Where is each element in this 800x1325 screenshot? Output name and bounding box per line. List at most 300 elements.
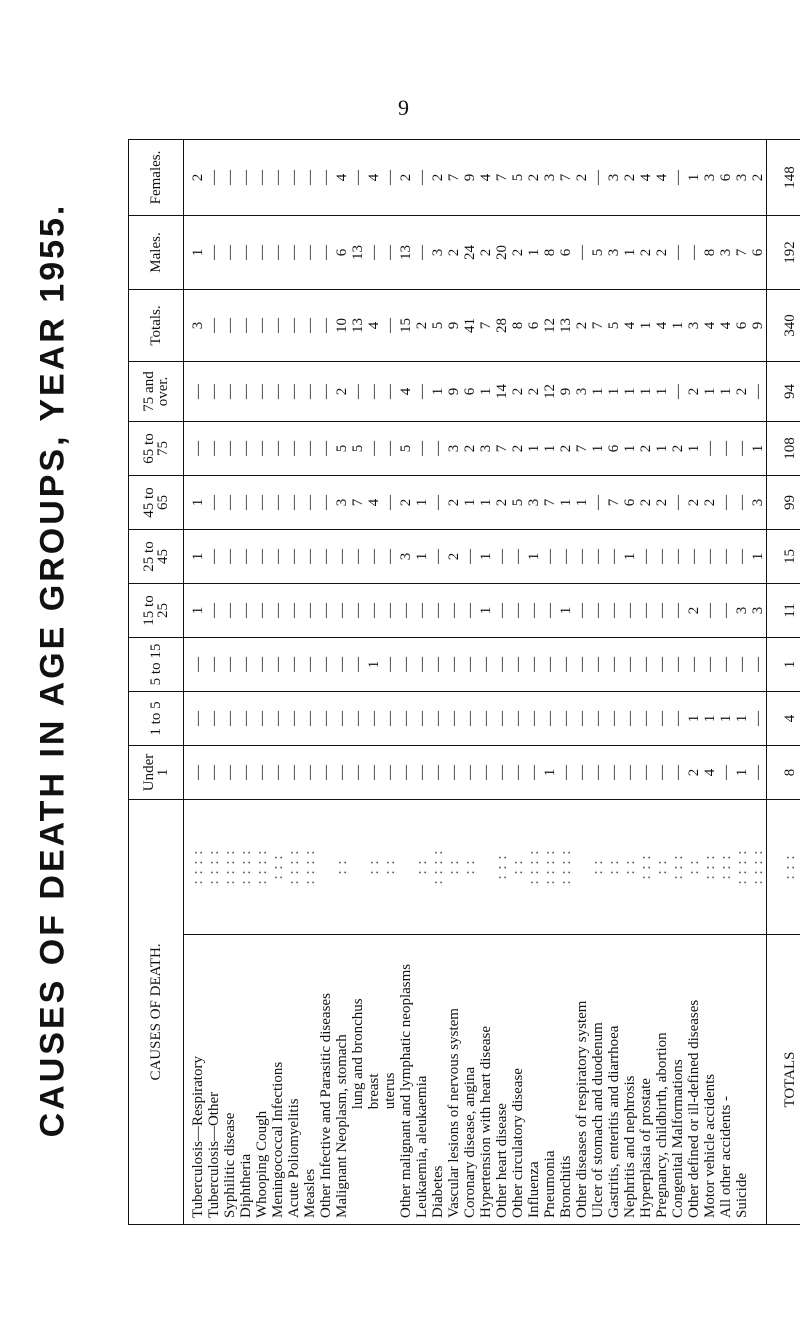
cell-25-to-45: — xyxy=(382,529,398,583)
cell-cause: Coronary disease, angina xyxy=(462,935,478,1225)
cell-cause: lung and bronchus xyxy=(350,935,366,1225)
cell-dots xyxy=(478,799,494,934)
cell-males: — xyxy=(382,215,398,289)
cell-totals: 13 xyxy=(350,289,366,361)
cell-15-to-25: — xyxy=(446,583,462,637)
cell-45-to-65: — xyxy=(302,475,318,529)
cell-25-to-45: — xyxy=(302,529,318,583)
header-75-and-over: 75 and over. xyxy=(129,361,184,421)
cell-males: 6 xyxy=(558,215,574,289)
cell-1-to-5: — xyxy=(526,691,542,745)
cell-25-to-45: 1 xyxy=(478,529,494,583)
cell-5-to-15: — xyxy=(430,637,446,691)
cell-25-to-45: — xyxy=(462,529,478,583)
cell-cause: Bronchitis xyxy=(558,935,574,1225)
totals-males: 192 xyxy=(767,215,800,289)
cell-75-and-over: 2 xyxy=(526,361,542,421)
cell-1-to-5: — xyxy=(318,691,334,745)
cell-45-to-65: — xyxy=(238,475,254,529)
cell-75-and-over: — xyxy=(222,361,238,421)
cell-25-to-45: — xyxy=(494,529,510,583)
cell-totals: 4 xyxy=(702,289,718,361)
cell-15-to-25: 3 xyxy=(750,583,767,637)
header-45-to-65: 45 to 65 xyxy=(129,475,184,529)
table-row xyxy=(286,139,302,1224)
table-row xyxy=(302,139,318,1224)
cell-under-1: — xyxy=(184,745,207,799)
cell-75-and-over: 1 xyxy=(702,361,718,421)
cell-males: — xyxy=(270,215,286,289)
cell-45-to-65: 1 xyxy=(478,475,494,529)
cell-under-1: — xyxy=(510,745,526,799)
table-row xyxy=(686,139,702,1224)
cell-75-and-over: — xyxy=(254,361,270,421)
cell-under-1: — xyxy=(526,745,542,799)
cell-males: 20 xyxy=(494,215,510,289)
cell-75-and-over: — xyxy=(184,361,207,421)
table-row xyxy=(366,139,382,1224)
cell-totals: — xyxy=(222,289,238,361)
cell-75-and-over: 1 xyxy=(590,361,606,421)
cell-25-to-45: — xyxy=(670,529,686,583)
cell-under-1: — xyxy=(654,745,670,799)
cell-25-to-45: — xyxy=(510,529,526,583)
cell-15-to-25: — xyxy=(510,583,526,637)
cell-cause: Other defined or ill-defined diseases xyxy=(686,935,702,1225)
cell-45-to-65: 7 xyxy=(542,475,558,529)
cell-65-to-75: — xyxy=(222,421,238,475)
cell-totals: 4 xyxy=(622,289,638,361)
cell-15-to-25: — xyxy=(590,583,606,637)
page-title xyxy=(18,130,88,1210)
cell-males: 2 xyxy=(446,215,462,289)
cell-1-to-5: — xyxy=(622,691,638,745)
cell-males: — xyxy=(302,215,318,289)
cell-under-1: — xyxy=(302,745,318,799)
cell-dots: : : : : xyxy=(558,799,574,934)
cell-5-to-15: — xyxy=(670,637,686,691)
table-row xyxy=(622,139,638,1224)
cell-5-to-15: — xyxy=(750,637,767,691)
cell-1-to-5: — xyxy=(206,691,222,745)
cell-45-to-65: 4 xyxy=(366,475,382,529)
cell-under-1: — xyxy=(334,745,350,799)
cell-females: 2 xyxy=(184,139,207,215)
cell-25-to-45: 1 xyxy=(414,529,430,583)
cell-15-to-25: 1 xyxy=(184,583,207,637)
cell-dots: : : : : xyxy=(238,799,254,934)
cell-cause: Other malignant and lymphatic neoplasms xyxy=(398,935,414,1225)
cell-15-to-25: 1 xyxy=(558,583,574,637)
cell-females: — xyxy=(286,139,302,215)
cell-75-and-over: — xyxy=(670,361,686,421)
cell-25-to-45: — xyxy=(638,529,654,583)
cell-males: — xyxy=(206,215,222,289)
cell-cause: Pregnancy, childbirth, abortion xyxy=(654,935,670,1225)
cell-25-to-45: — xyxy=(574,529,590,583)
cell-45-to-65: — xyxy=(734,475,750,529)
cell-males: 2 xyxy=(478,215,494,289)
cell-45-to-65: — xyxy=(590,475,606,529)
cell-25-to-45: — xyxy=(222,529,238,583)
cell-cause: Hypertension with heart disease xyxy=(478,935,494,1225)
cell-females: — xyxy=(270,139,286,215)
cell-75-and-over: 14 xyxy=(494,361,510,421)
cell-dots xyxy=(398,799,414,934)
table-row xyxy=(334,139,350,1224)
cell-25-to-45: — xyxy=(334,529,350,583)
header-1-to-5: 1 to 5 xyxy=(129,691,184,745)
cell-males: — xyxy=(574,215,590,289)
cell-dots: : : xyxy=(510,799,526,934)
table-row xyxy=(750,139,767,1224)
cell-5-to-15: — xyxy=(702,637,718,691)
cell-under-1: — xyxy=(446,745,462,799)
cell-totals: — xyxy=(238,289,254,361)
cell-45-to-65: — xyxy=(254,475,270,529)
cell-75-and-over: 1 xyxy=(478,361,494,421)
header-under-1: Under 1 xyxy=(129,745,184,799)
cell-65-to-75: — xyxy=(286,421,302,475)
totals-row xyxy=(767,139,800,1224)
cell-25-to-45: — xyxy=(206,529,222,583)
header-5-to-15: 5 to 15 xyxy=(129,637,184,691)
cell-1-to-5: — xyxy=(590,691,606,745)
cell-dots: : : xyxy=(446,799,462,934)
cell-15-to-25: — xyxy=(398,583,414,637)
cell-25-to-45: 1 xyxy=(526,529,542,583)
cell-females: — xyxy=(238,139,254,215)
cell-1-to-5: — xyxy=(494,691,510,745)
cell-females: 2 xyxy=(398,139,414,215)
cell-1-to-5: — xyxy=(398,691,414,745)
table-row xyxy=(318,139,334,1224)
cell-females: 5 xyxy=(510,139,526,215)
cell-males: 1 xyxy=(184,215,207,289)
cell-1-to-5: — xyxy=(462,691,478,745)
cell-males: 13 xyxy=(398,215,414,289)
cell-dots: : : : : xyxy=(430,799,446,934)
cell-1-to-5: — xyxy=(574,691,590,745)
cell-1-to-5: — xyxy=(350,691,366,745)
cell-15-to-25: — xyxy=(430,583,446,637)
cell-totals: 2 xyxy=(574,289,590,361)
cell-65-to-75: — xyxy=(184,421,207,475)
cell-dots: : : : : xyxy=(206,799,222,934)
cell-dots: : : : : xyxy=(542,799,558,934)
cell-1-to-5: 1 xyxy=(718,691,734,745)
cell-females: 7 xyxy=(494,139,510,215)
cell-totals: 4 xyxy=(654,289,670,361)
cell-5-to-15: — xyxy=(350,637,366,691)
cell-5-to-15: — xyxy=(318,637,334,691)
cell-cause: Nephritis and nephrosis xyxy=(622,935,638,1225)
cell-under-1: — xyxy=(366,745,382,799)
cell-under-1: 1 xyxy=(542,745,558,799)
cell-45-to-65: 7 xyxy=(606,475,622,529)
table-row xyxy=(734,139,750,1224)
cell-totals: 9 xyxy=(750,289,767,361)
cell-45-to-65: — xyxy=(286,475,302,529)
cell-15-to-25: — xyxy=(718,583,734,637)
cell-25-to-45: — xyxy=(702,529,718,583)
cell-1-to-5: — xyxy=(254,691,270,745)
cell-5-to-15: — xyxy=(238,637,254,691)
page-title-text: CAUSES OF DEATH IN AGE GROUPS, YEAR 1955. xyxy=(33,202,72,1138)
cell-under-1: — xyxy=(206,745,222,799)
cell-65-to-75: 1 xyxy=(654,421,670,475)
cell-cause: Other heart disease xyxy=(494,935,510,1225)
cell-45-to-65: 2 xyxy=(398,475,414,529)
cell-1-to-5: — xyxy=(638,691,654,745)
cell-totals: — xyxy=(382,289,398,361)
cell-dots: : : xyxy=(382,799,398,934)
cell-65-to-75: 2 xyxy=(638,421,654,475)
table-row xyxy=(558,139,574,1224)
cell-1-to-5: — xyxy=(414,691,430,745)
cell-females: 2 xyxy=(574,139,590,215)
cell-75-and-over: 9 xyxy=(446,361,462,421)
cell-under-1: — xyxy=(318,745,334,799)
totals-dots: : : : xyxy=(767,799,800,934)
cell-1-to-5: — xyxy=(270,691,286,745)
cell-45-to-65: 3 xyxy=(750,475,767,529)
totals-5-to-15: 1 xyxy=(767,637,800,691)
cell-1-to-5: — xyxy=(286,691,302,745)
cell-females: 6 xyxy=(718,139,734,215)
cell-cause: Pneumonia xyxy=(542,935,558,1225)
cell-5-to-15: — xyxy=(398,637,414,691)
cell-1-to-5: — xyxy=(302,691,318,745)
cell-5-to-15: — xyxy=(574,637,590,691)
cell-females: — xyxy=(414,139,430,215)
cell-cause: Congenital Malformations xyxy=(670,935,686,1225)
totals-females: 148 xyxy=(767,139,800,215)
cell-cause: Other circulatory disease xyxy=(510,935,526,1225)
cell-25-to-45: — xyxy=(238,529,254,583)
cell-65-to-75: 1 xyxy=(750,421,767,475)
mortality-table xyxy=(128,139,800,1225)
table-row xyxy=(638,139,654,1224)
cell-males: — xyxy=(366,215,382,289)
cell-under-1: 4 xyxy=(702,745,718,799)
table-row xyxy=(414,139,430,1224)
cell-15-to-25: — xyxy=(366,583,382,637)
cell-45-to-65: 3 xyxy=(334,475,350,529)
cell-cause: Gastritis, enteritis and diarrhoea xyxy=(606,935,622,1225)
cell-5-to-15: — xyxy=(222,637,238,691)
header-25-to-45: 25 to 45 xyxy=(129,529,184,583)
cell-5-to-15: — xyxy=(542,637,558,691)
cell-5-to-15: — xyxy=(654,637,670,691)
cell-75-and-over: — xyxy=(350,361,366,421)
cell-45-to-65: 2 xyxy=(702,475,718,529)
table-row xyxy=(670,139,686,1224)
cell-totals: 3 xyxy=(184,289,207,361)
cell-15-to-25: — xyxy=(222,583,238,637)
header-15-to-25: 15 to 25 xyxy=(129,583,184,637)
table-row xyxy=(590,139,606,1224)
cell-25-to-45: — xyxy=(366,529,382,583)
table-body xyxy=(184,139,767,1224)
cell-25-to-45: 1 xyxy=(184,529,207,583)
cell-15-to-25: — xyxy=(414,583,430,637)
cell-25-to-45: — xyxy=(270,529,286,583)
cell-males: 3 xyxy=(718,215,734,289)
cell-25-to-45: — xyxy=(590,529,606,583)
cell-15-to-25: 3 xyxy=(734,583,750,637)
cell-dots: : : : xyxy=(494,799,510,934)
cell-cause: Suicide xyxy=(734,935,750,1225)
cell-75-and-over: 1 xyxy=(654,361,670,421)
table-row xyxy=(222,139,238,1224)
cell-15-to-25: — xyxy=(270,583,286,637)
cell-males: 6 xyxy=(750,215,767,289)
cell-females: 3 xyxy=(542,139,558,215)
totals-totals: 340 xyxy=(767,289,800,361)
cell-females: 2 xyxy=(622,139,638,215)
cell-males: — xyxy=(670,215,686,289)
cell-under-1: — xyxy=(398,745,414,799)
cell-65-to-75: 7 xyxy=(574,421,590,475)
cell-dots: : : : xyxy=(638,799,654,934)
totals-65-to-75: 108 xyxy=(767,421,800,475)
cell-dots: : : : : xyxy=(750,799,767,934)
cell-45-to-65: 2 xyxy=(446,475,462,529)
cell-65-to-75: — xyxy=(302,421,318,475)
cell-75-and-over: 9 xyxy=(558,361,574,421)
cell-males: — xyxy=(238,215,254,289)
cell-65-to-75: 7 xyxy=(494,421,510,475)
cell-totals: — xyxy=(254,289,270,361)
cell-dots: : : : : xyxy=(734,799,750,934)
cell-15-to-25: — xyxy=(542,583,558,637)
cell-dots: : : : xyxy=(718,799,734,934)
cell-25-to-45: — xyxy=(350,529,366,583)
cell-1-to-5: — xyxy=(382,691,398,745)
cell-1-to-5: — xyxy=(510,691,526,745)
cell-1-to-5: 1 xyxy=(734,691,750,745)
cell-75-and-over: — xyxy=(318,361,334,421)
cell-cause: Diphtheria xyxy=(238,935,254,1225)
table-row xyxy=(526,139,542,1224)
cell-1-to-5: — xyxy=(184,691,207,745)
totals-75-and-over: 94 xyxy=(767,361,800,421)
cell-under-1: — xyxy=(238,745,254,799)
cell-1-to-5: — xyxy=(558,691,574,745)
cell-15-to-25: — xyxy=(382,583,398,637)
cell-15-to-25: — xyxy=(318,583,334,637)
cell-females: 7 xyxy=(446,139,462,215)
cell-cause: Influenza xyxy=(526,935,542,1225)
cell-45-to-65: — xyxy=(670,475,686,529)
cell-males: 8 xyxy=(702,215,718,289)
cell-totals: 28 xyxy=(494,289,510,361)
cell-under-1: 2 xyxy=(686,745,702,799)
cell-15-to-25: — xyxy=(654,583,670,637)
cell-females: 2 xyxy=(526,139,542,215)
cell-cause: Tuberculosis—Other xyxy=(206,935,222,1225)
table-row xyxy=(462,139,478,1224)
cell-dots xyxy=(350,799,366,934)
cell-75-and-over: 1 xyxy=(430,361,446,421)
cell-65-to-75: 3 xyxy=(478,421,494,475)
cell-totals: 12 xyxy=(542,289,558,361)
cell-females: 2 xyxy=(750,139,767,215)
cell-cause: breast xyxy=(366,935,382,1225)
cell-cause: All other accidents - xyxy=(718,935,734,1225)
cell-under-1: — xyxy=(670,745,686,799)
cell-45-to-65: 2 xyxy=(638,475,654,529)
cell-15-to-25: — xyxy=(286,583,302,637)
cell-75-and-over: 3 xyxy=(574,361,590,421)
cell-15-to-25: — xyxy=(462,583,478,637)
cell-25-to-45: — xyxy=(606,529,622,583)
cell-totals: 6 xyxy=(526,289,542,361)
cell-5-to-15: — xyxy=(446,637,462,691)
cell-75-and-over: 4 xyxy=(398,361,414,421)
table-row xyxy=(718,139,734,1224)
cell-75-and-over: 1 xyxy=(718,361,734,421)
cell-totals: 15 xyxy=(398,289,414,361)
cell-males: 5 xyxy=(590,215,606,289)
cell-75-and-over: 1 xyxy=(638,361,654,421)
cell-1-to-5: — xyxy=(670,691,686,745)
cell-cause: Measles xyxy=(302,935,318,1225)
cell-dots xyxy=(318,799,334,934)
cell-45-to-65: 2 xyxy=(654,475,670,529)
cell-females: 4 xyxy=(334,139,350,215)
cell-5-to-15: 1 xyxy=(366,637,382,691)
cell-dots: : : xyxy=(414,799,430,934)
cell-1-to-5: — xyxy=(446,691,462,745)
table-row xyxy=(574,139,590,1224)
table-row xyxy=(382,139,398,1224)
table-row xyxy=(430,139,446,1224)
cell-totals: 1 xyxy=(638,289,654,361)
table-row xyxy=(398,139,414,1224)
cell-females: — xyxy=(302,139,318,215)
cell-females: 4 xyxy=(366,139,382,215)
cell-under-1: — xyxy=(254,745,270,799)
cell-males: 8 xyxy=(542,215,558,289)
cell-totals: 4 xyxy=(366,289,382,361)
cell-dots: : : : : xyxy=(526,799,542,934)
cell-totals: 6 xyxy=(734,289,750,361)
cell-males: — xyxy=(222,215,238,289)
cell-1-to-5: — xyxy=(334,691,350,745)
totals-1-to-5: 4 xyxy=(767,691,800,745)
cell-25-to-45: — xyxy=(718,529,734,583)
cell-65-to-75: 5 xyxy=(350,421,366,475)
cell-totals: — xyxy=(270,289,286,361)
cell-females: 3 xyxy=(702,139,718,215)
table-row xyxy=(654,139,670,1224)
cell-cause: Meningococcal Infections xyxy=(270,935,286,1225)
cell-cause: Diabetes xyxy=(430,935,446,1225)
cell-under-1: — xyxy=(478,745,494,799)
cell-75-and-over: — xyxy=(238,361,254,421)
cell-dots: : : xyxy=(686,799,702,934)
cell-1-to-5: — xyxy=(430,691,446,745)
cell-75-and-over: — xyxy=(750,361,767,421)
cell-5-to-15: — xyxy=(526,637,542,691)
cell-totals: 10 xyxy=(334,289,350,361)
cell-5-to-15: — xyxy=(606,637,622,691)
cell-dots: : : xyxy=(334,799,350,934)
cell-under-1: — xyxy=(622,745,638,799)
cell-1-to-5: 1 xyxy=(686,691,702,745)
